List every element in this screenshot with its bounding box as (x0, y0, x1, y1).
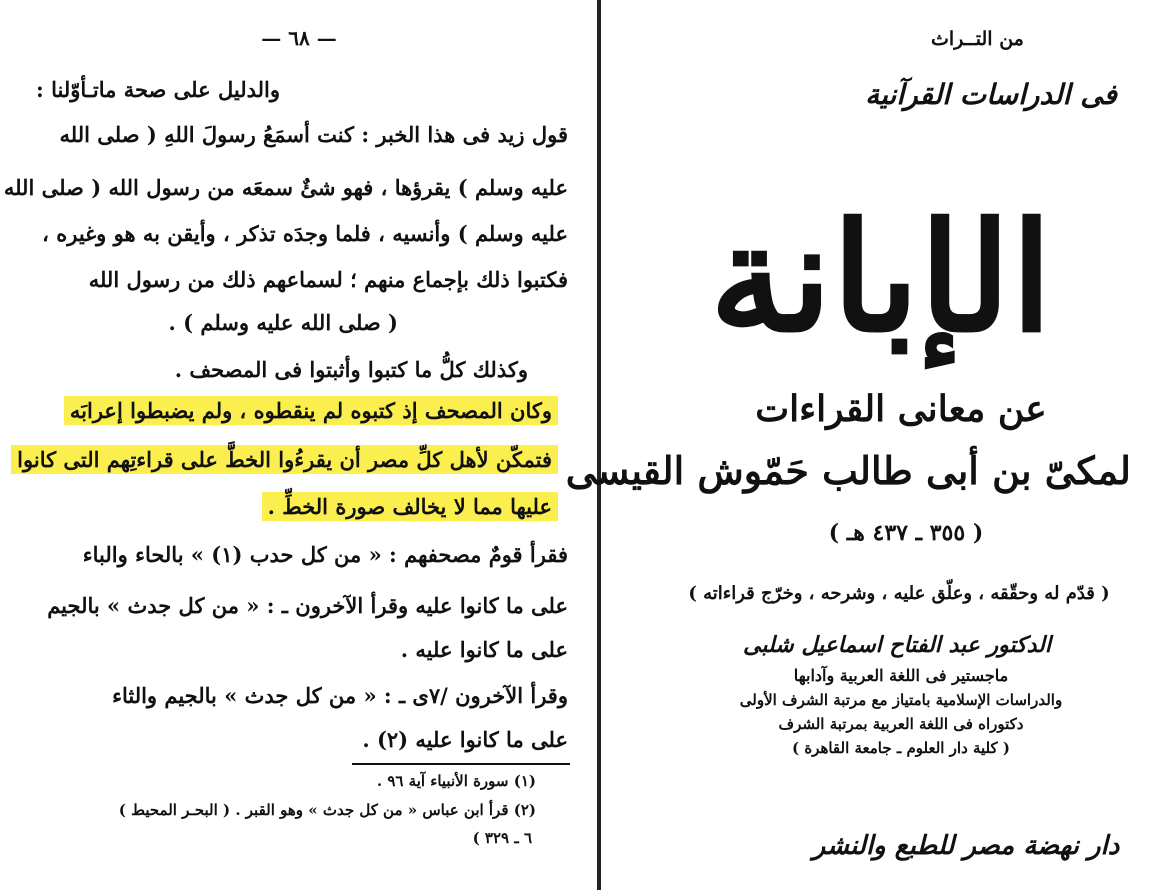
text-line: قول زيد فى هذا الخبر : كنت أسمَعُ رسولَ اللهِ ( صلى الله (59, 122, 568, 147)
series-label: من التــراث (931, 28, 1024, 50)
editor-credential: ( كلية دار العلوم ـ جامعة القاهرة ) (792, 739, 1010, 757)
text-line: فقرأ قومٌ مصحفهم : « من كل حدب (١) » بالحاء والباء (82, 542, 568, 567)
text-line: والدليل على صحة ماتـأوّلنا : (36, 77, 280, 102)
page-number: — ٦٨ — (261, 26, 337, 50)
author-dates: ( ٣٥٥ ـ ٤٣٧ هـ ) (828, 520, 984, 546)
author-name: لمكىّ بن أبى طالب حَمّوش القيسى (565, 448, 1131, 493)
text-line: عليه وسلم ) وأنسيه ، فلما وجدَه تذكر ، وأيقن به هو وغيره ، (42, 221, 568, 246)
publisher-logo-text: دار نهضة مصر للطبع والنشر (812, 831, 1120, 861)
highlighted-text-line (11, 447, 558, 472)
highlight-span: فتمكّن لأهل كلِّ مصر أن يقرءُوا الخطَّ على قراءتِهم التى كانوا (11, 445, 558, 474)
highlighted-text-line (64, 398, 558, 423)
editor-credential: ماجستير فى اللغة العربية وآدابها (793, 666, 1009, 685)
main-title: الإبانة (709, 190, 1053, 366)
text-line: على ما كانوا عليه (٢) . (362, 727, 568, 752)
book-subtitle: عن معانى القراءات (755, 388, 1047, 430)
text-line: فكتبوا ذلك بإجماع منهم ؛ لسماعهم ذلك من رسول الله (88, 267, 568, 292)
footnote-divider (352, 763, 570, 765)
text-line: عليه وسلم ) يقرؤها ، فهو شئٌ سمعَه من رسول الله ( صلى الله (3, 175, 568, 200)
editor-credential: دكتوراه فى اللغة العربية بمرتبة الشرف (778, 715, 1024, 733)
highlighted-text-line (262, 494, 558, 519)
text-line: وقرأ الآخرون /٧ى ـ : « من كل جدث » بالجيم والثاء (112, 683, 568, 708)
text-line: على ما كانوا عليه وقرأ الآخرون ـ : « من كل جدث » بالجيم (47, 593, 568, 618)
text-line: على ما كانوا عليه . (400, 637, 568, 662)
footnote: (١) سورة الأنبياء آية ٩٦ . (376, 772, 536, 790)
editorial-note: ( قدّم له وحقّقه ، وعلّق عليه ، وشرحه ، وخرّج قراءاته ) (688, 583, 1110, 604)
right-page (565, 0, 1160, 890)
publisher-logo (812, 818, 1120, 868)
text-line: ( صلى الله عليه وسلم ) . (168, 310, 398, 335)
footnote: ٦ ـ ٣٢٩ ) (472, 829, 532, 847)
footnote: (٢) قرأ ابن عباس « من كل جدث » وهو القبر . ( البحـر المحيط ) (118, 801, 536, 819)
text-line: وكذلك كلُّ ما كتبوا وأثبتوا فى المصحف . (174, 357, 528, 382)
editor-credential: والدراسات الإسلامية بامتياز مع مرتبة الشرف الأولى (739, 691, 1063, 709)
editor-name: الدكتور عبد الفتاح اسماعيل شلبى (743, 632, 1051, 658)
highlight-span: وكان المصحف إذ كتبوه لم ينقطوه ، ولم يضبطوا إعرابَه (64, 396, 558, 425)
highlight-span: عليها مما لا يخالف صورة الخطِّ . (262, 492, 558, 521)
series-subtitle: فى الدراسات القرآنية (865, 78, 1117, 111)
